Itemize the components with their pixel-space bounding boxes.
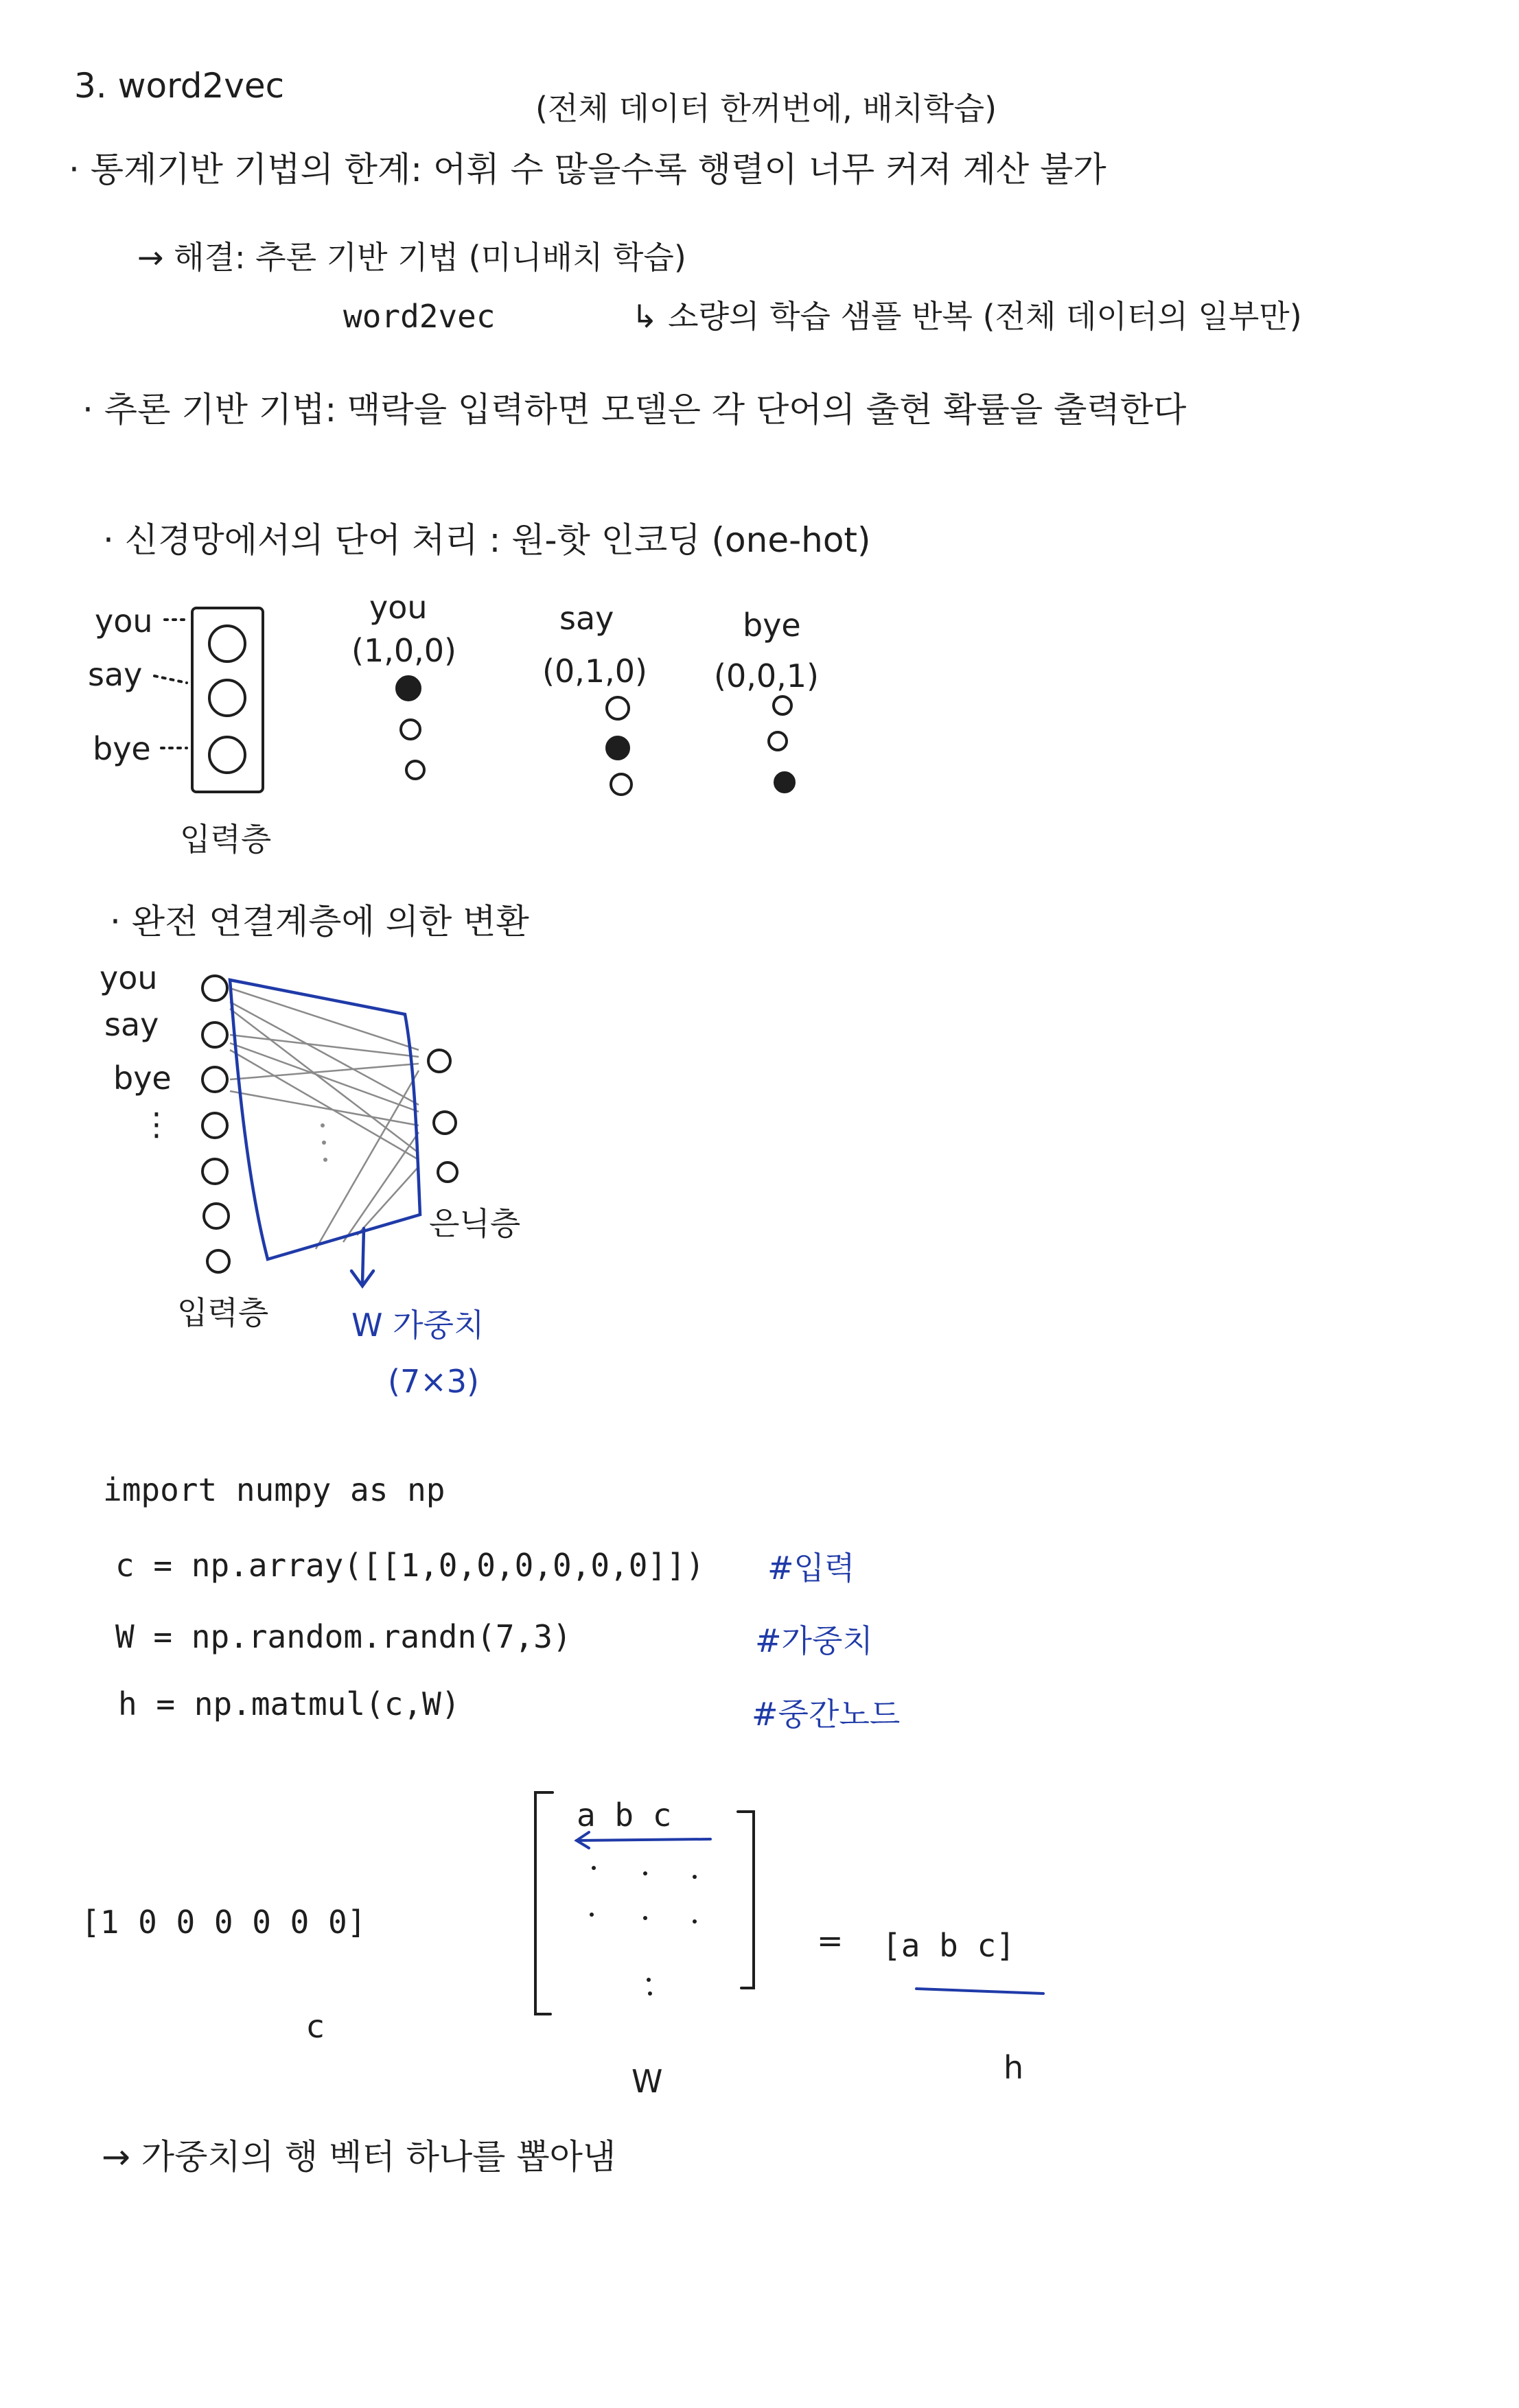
fc-dot-3 xyxy=(323,1158,327,1162)
w-dot-3 xyxy=(693,1875,697,1879)
vec-value-say: (0,1,0) xyxy=(542,653,647,690)
fc-input-node-2 xyxy=(202,1022,227,1047)
fc-weight-boundary xyxy=(230,980,420,1259)
fc-input-node-5 xyxy=(202,1159,227,1184)
code-comment-4: #중간노드 xyxy=(752,1696,901,1733)
onehot-heading: · 신경망에서의 단어 처리 : 원-핫 인코딩 (one-hot) xyxy=(103,520,871,560)
fc-hidden-node-3 xyxy=(438,1162,457,1182)
w-dot-4 xyxy=(590,1913,594,1917)
fc-hidden-label: 은닉층 xyxy=(429,1205,521,1242)
equals-sign: = xyxy=(817,1922,844,1959)
onehot-input-label: 입력층 xyxy=(180,821,272,858)
w-dot-6 xyxy=(693,1919,697,1924)
vec-word-say: say xyxy=(559,600,614,637)
fc-edge-9 xyxy=(316,1071,419,1249)
w-row-underline xyxy=(577,1839,710,1840)
onehot-input-box xyxy=(192,608,263,792)
code-line-3: W = np.random.randn(7,3) xyxy=(115,1618,572,1655)
solution-word2vec: word2vec xyxy=(343,298,496,335)
onehot-row-bye: bye xyxy=(93,730,151,767)
vec-value-you: (1,0,0) xyxy=(351,632,456,669)
code-line-4: h = np.matmul(c,W) xyxy=(118,1685,461,1722)
fc-ellipsis: ⋮ xyxy=(141,1106,172,1143)
onehot-leader-2 xyxy=(154,676,187,683)
solution-line: → 해결: 추론 기반 기법 (미니배치 학습) xyxy=(137,239,686,276)
fc-input-node-6 xyxy=(204,1204,229,1228)
fc-input-node-1 xyxy=(202,976,227,1001)
vec-word-bye: bye xyxy=(743,607,801,644)
onehot-input-node-2 xyxy=(209,680,245,716)
onehot-input-node-1 xyxy=(209,626,245,662)
limit-line: · 통계기반 기법의 한계: 어휘 수 많을수록 행렬이 너무 커져 계산 불가 xyxy=(69,150,1106,189)
w-header: a b c xyxy=(577,1797,672,1834)
h-underline xyxy=(916,1989,1043,1994)
h-vector: [a b c] xyxy=(882,1927,1015,1964)
fc-row-bye: bye xyxy=(113,1060,172,1097)
bye-node-1 xyxy=(774,697,791,714)
section-title: 3. word2vec xyxy=(74,66,285,106)
solution-detail: ↳ 소량의 학습 샘플 반복 (전체 데이터의 일부만) xyxy=(631,298,1302,335)
w-dot-2 xyxy=(643,1871,647,1875)
h-label: h xyxy=(1004,2049,1024,2086)
code-comment-2: #입력 xyxy=(767,1550,855,1587)
fc-row-you: you xyxy=(100,959,158,996)
fc-dot-2 xyxy=(322,1141,326,1145)
w-dot-5 xyxy=(643,1916,647,1920)
w-bracket-right xyxy=(738,1812,754,1988)
onehot-row-say: say xyxy=(88,656,143,693)
fc-weight-shape: (7×3) xyxy=(388,1363,479,1400)
vec-word-you: you xyxy=(369,589,428,626)
fc-edge-3 xyxy=(230,1009,419,1153)
code-line-2: c = np.array([[1,0,0,0,0,0,0]]) xyxy=(115,1547,705,1584)
fc-dot-1 xyxy=(321,1123,325,1127)
w-bracket-left xyxy=(535,1792,553,2014)
fc-input-label: 입력층 xyxy=(177,1294,269,1331)
fc-input-node-3 xyxy=(202,1067,227,1092)
you-node-3 xyxy=(406,761,424,779)
fc-weight-arrow xyxy=(362,1228,364,1283)
inference-line: · 추론 기반 기법: 맥락을 입력하면 모델은 각 단어의 출현 확률을 출력한다 xyxy=(82,390,1187,430)
onehot-input-node-3 xyxy=(209,737,245,773)
fc-weight-label: W 가중치 xyxy=(351,1307,485,1344)
you-node-1-filled xyxy=(397,677,420,700)
w-dot-7 xyxy=(647,1978,651,1982)
conclusion-line: → 가중치의 행 벡터 하나를 뽑아냄 xyxy=(102,2137,616,2177)
bye-node-3-filled xyxy=(775,773,794,792)
fc-row-say: say xyxy=(104,1006,159,1043)
fc-heading: · 완전 연결계층에 의한 변환 xyxy=(110,902,529,942)
say-node-1 xyxy=(607,697,629,719)
w-dot-8 xyxy=(648,1991,652,1996)
fc-input-node-7 xyxy=(207,1250,229,1272)
say-node-2-filled xyxy=(607,737,629,759)
say-node-3 xyxy=(611,774,631,795)
vec-value-bye: (0,0,1) xyxy=(714,657,819,694)
c-vector: [1 0 0 0 0 0 0] xyxy=(81,1904,367,1941)
code-comment-3: #가중치 xyxy=(755,1622,873,1659)
fc-hidden-node-1 xyxy=(428,1050,450,1072)
fc-hidden-node-2 xyxy=(434,1112,456,1134)
onehot-row-you: you xyxy=(95,603,153,640)
batch-note: (전체 데이터 한꺼번에, 배치학습) xyxy=(535,90,997,127)
w-label: W xyxy=(631,2063,663,2100)
w-dot-1 xyxy=(592,1866,596,1870)
bye-node-2 xyxy=(769,732,787,750)
fc-input-node-4 xyxy=(202,1113,227,1138)
code-line-1: import numpy as np xyxy=(103,1471,445,1508)
you-node-2 xyxy=(401,720,420,739)
c-label: c xyxy=(307,2008,325,2045)
